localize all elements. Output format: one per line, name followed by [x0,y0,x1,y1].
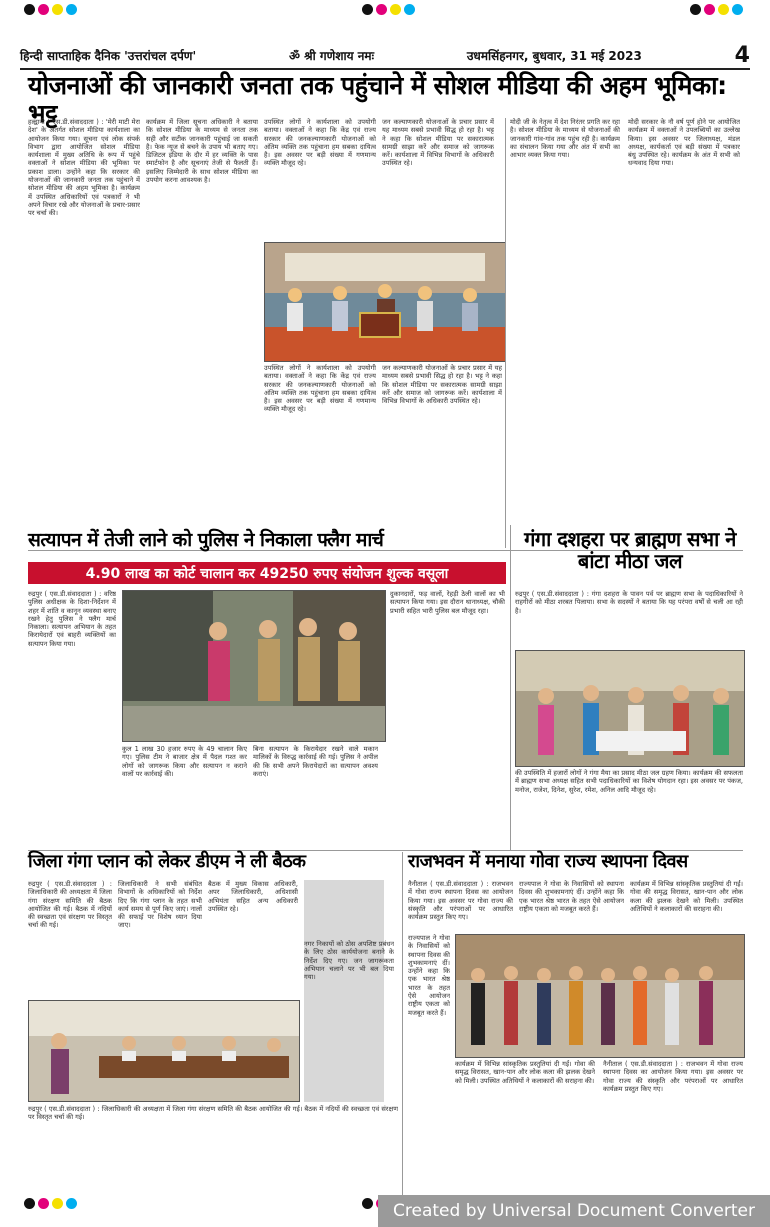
main-col-2: कार्यक्रम में जिला सूचना अधिकारी ने बताया कि सोशल मीडिया के माध्यम से जनता तक सही और सटीक जानकारी पहुंचाई जा सकती है। फेक न्यूज से बचने के उपाय भी बताए गए। डिजिटल इंडिया के दौर में हर व्यक्ति के पास स्मार्टफोन है और सूचनाएं तेजी से फैलती हैं। इसलिए जिम्मेदारी के साथ सोशल मीडिया का उपयोग करना आवश्यक है। [146,118,258,185]
ganga-divider [510,525,511,850]
main-col-5: मोदी जी के नेतृत्व में देश निरंतर प्रगति कर रहा है। सोशल मीडिया के माध्यम से योजनाओं की जानकारी गांव-गांव तक पहुंच रही है। कार्यक्रम का संचालन किया गया और अंत में सभी का आभार व्यक्त किया गया। [510,118,620,160]
main-col-4-continued: जन कल्याणकारी योजनाओं के प्रचार प्रसार में यह माध्यम सबसे प्रभावी सिद्ध हो रहा है। भट्ट ने कहा कि सोशल मीडिया पर सकारात्मक सामग्री साझा करें और समाज को जागरूक करें। कार्यशाला में विभिन्न विभागों के अधिकारी उपस्थित रहे। [382,364,502,406]
dateline: उधमसिंहनगर, बुधवार, 31 मई 2023 [466,48,642,63]
dm-col-1-continued: रुद्रपुर ( एस.डी.संवाददाता ) : जिलाधिकारी की अध्यक्षता में जिला गंगा संरक्षण समिति की बैठक आयोजित की गई। बैठक में नदियों की स्वच्छता एवं संरक्षण पर विस्तृत चर्चा की गई। [28,1105,398,1122]
goa-col-1: नैनीताल ( एस.डी.संवाददाता ) : राजभवन में गोवा राज्य स्थापना दिवस का आयोजन किया गया। इस अवसर पर गोवा राज्य की संस्कृति और परंपराओं पर आधारित कार्यक्रम प्रस्तुत किए गए। [408,880,513,922]
flag-march-col-4: दुकानदारों, फड़ वालों, रेहड़ी ठेली वालों का भी सत्यापन किया गया। इस दौरान थानाध्यक्ष, चौकी प्रभारी सहित भारी पुलिस बल मौजूद रहा। [390,590,505,615]
column-divider [505,118,506,548]
flag-march-subhead: 4.90 लाख का कोर्ट चालान कर 49250 रुपए संयोजन शुल्क वसूला [28,562,506,584]
main-col-1: हल्द्वानी ( एस.डी.संवाददाता ) : 'मेरी माटी मेरा देश' के अंतर्गत सोशल मीडिया कार्यशाला का आयोजन किया गया। सूचना एवं लोक संपर्क विभाग द्वारा आयोजित सोशल मीडिया कार्यशाला में मुख्य अतिथि के रूप में पहुंचे वक्ताओं ने सोशल मीडिया की भूमिका पर प्रकाश डाला। उन्होंने कहा कि सरकार की योजनाओं की जानकारी जनता तक पहुंचाने में सोशल मीडिया की अहम भूमिका है। कार्यक्रम में उपस्थित अधिकारियों एवं पत्रकारों ने भी अपने विचार रखे और योजनाओं के प्रचार-प्रसार पर चर्चा की। [28,118,140,218]
ganga-headline: गंगा दशहरा पर ब्राह्मण सभा ने बांटा मीठा जल [524,527,736,573]
flag-march-headline: सत्यापन में तेजी लाने को पुलिस ने निकाला फ्लैग मार्च [28,529,384,551]
goa-col-3-continued: नैनीताल ( एस.डी.संवाददाता ) : राजभवन में गोवा राज्य स्थापना दिवस का आयोजन किया गया। इस अवसर पर गोवा राज्य की संस्कृति और परंपराओं पर आधारित कार्यक्रम प्रस्तुत किए गए। [603,1060,743,1093]
registration-dots-center [362,4,415,15]
dm-col-2: जिलाधिकारी ने सभी संबंधित विभागों के अधिकारियों को निर्देश दिए कि गंगा प्लान के तहत सभी कार्य समय से पूर्ण किए जाएं। नालों की सफाई पर विशेष ध्यान दिया जाए। [118,880,202,930]
main-event-photo [264,242,506,362]
ganga-body-2: की उपस्थिति में हजारों लोगों ने गंगा मैया का प्रसाद मीठा जल ग्रहण किया। कार्यक्रम की सफलता में ब्राह्मण सभा अध्यक्ष सहित सभी पदाधिकारियों का विशेष योगदान रहा। इस अवसर पर पंकज, मनोज, राजेश, दिनेश, सुरेश, रमेश, अनिल आदि मौजूद रहे। [515,769,743,794]
flag-march-col-2: कुल 1 लाख 30 हजार रुपए के 49 चालान किए गए। पुलिस टीम ने बाजार क्षेत्र में पैदल गश्त कर लोगों को जागरूक किया और सत्यापन न कराने वालों पर कार्रवाई की। [122,745,247,778]
registration-dots-bottom-left [24,1198,77,1209]
registration-dots-left [24,4,77,15]
converter-watermark-banner: Created by Universal Document Converter [378,1195,770,1227]
masthead-rule [20,68,750,70]
ganga-body-1: रुद्रपुर ( एस.डी.संवाददाता ) : गंगा दशहरा के पावन पर्व पर ब्राह्मण सभा के पदाधिकारियों ने राहगीरों को मीठा शरबत पिलाया। सभा के सदस्यों ने बताया कि यह परंपरा वर्षों से चली आ रही है। [515,590,743,615]
main-col-3-continued: उपस्थित लोगों ने कार्यशाला को उपयोगी बताया। वक्ताओं ने कहा कि केंद्र एवं राज्य सरकार की जनकल्याणकारी योजनाओं को अंतिम व्यक्ति तक पहुंचाना हम सबका दायित्व है। इस अवसर पर बड़ी संख्या में गणमान्य व्यक्ति मौजूद रहे। [264,364,376,414]
main-col-3: उपस्थित लोगों ने कार्यशाला को उपयोगी बताया। वक्ताओं ने कहा कि केंद्र एवं राज्य सरकार की जनकल्याणकारी योजनाओं को अंतिम व्यक्ति तक पहुंचाना हम सबका दायित्व है। इस अवसर पर बड़ी संख्या में गणमान्य व्यक्ति मौजूद रहे। [264,118,376,168]
flag-march-col-1: रुद्रपुर ( एस.डी.संवाददाता ) : वरिष्ठ पुलिस अधीक्षक के दिशा-निर्देशन में शहर में शांति व कानून व्यवस्था बनाए रखने हेतु पुलिस ने फ्लैग मार्च निकाला। सत्यापन अभियान के तहत किरायेदारों एवं बाहरी व्यक्तियों का सत्यापन किया गया। [28,590,116,648]
dm-col-3: बैठक में मुख्य विकास अधिकारी, अपर जिलाधिकारी, अधिशासी अभियंता सहित अन्य अधिकारी उपस्थित रहे। [208,880,298,913]
main-headline: योजनाओं की जानकारी जनता तक पहुंचाने में सोशल मीडिया की अहम भूमिका: भट्ट [28,71,727,128]
invocation: ॐ श्री गणेशाय नमः [289,48,375,63]
goa-col-3: कार्यक्रम में विभिन्न सांस्कृतिक प्रस्तुतियां दी गईं। गोवा की समृद्ध विरासत, खान-पान और लोक कला की झलक देखने को मिली। उपस्थित अतिथियों ने कलाकारों की सराहना की। [630,880,743,913]
goa-headline: राजभवन में मनाया गोवा राज्य स्थापना दिवस [408,851,688,872]
goa-group-photo [455,934,745,1058]
dm-goa-divider [402,852,403,1197]
main-col-6: मोदी सरकार के नौ वर्ष पूर्ण होने पर आयोजित कार्यक्रम में वक्ताओं ने उपलब्धियों का उल्लेख किया। इस अवसर पर जिलाध्यक्ष, मंडल अध्यक्ष, कार्यकर्ता एवं बड़ी संख्या में पत्रकार बंधु उपस्थित रहे। कार्यक्रम के अंत में सभी को धन्यवाद दिया गया। [628,118,740,168]
flag-march-photo [122,590,386,742]
dm-meeting-photo [28,1000,300,1102]
goa-col-1-continued: राज्यपाल ने गोवा के निवासियों को स्थापना दिवस की शुभकामनाएं दीं। उन्होंने कहा कि एक भारत श्रेष्ठ भारत के तहत ऐसे आयोजन राष्ट्रीय एकता को मजबूत करते हैं। [408,934,450,1017]
dm-headline: जिला गंगा प्लान को लेकर डीएम ने ली बैठक [28,851,306,872]
goa-col-2-continued: कार्यक्रम में विभिन्न सांस्कृतिक प्रस्तुतियां दी गईं। गोवा की समृद्ध विरासत, खान-पान और लोक कला की झलक देखने को मिली। उपस्थित अतिथियों ने कलाकारों की सराहना की। [455,1060,595,1085]
page-number: 4 [734,42,750,68]
goa-col-2: राज्यपाल ने गोवा के निवासियों को स्थापना दिवस की शुभकामनाएं दीं। उन्होंने कहा कि एक भारत श्रेष्ठ भारत के तहत ऐसे आयोजन राष्ट्रीय एकता को मजबूत करते हैं। [519,880,624,913]
dm-col-1: रुद्रपुर ( एस.डी.संवाददाता ) : जिलाधिकारी की अध्यक्षता में जिला गंगा संरक्षण समिति की बैठक आयोजित की गई। बैठक में नदियों की स्वच्छता एवं संरक्षण पर विस्तृत चर्चा की गई। [28,880,112,930]
paper-name: हिन्दी साप्ताहिक दैनिक 'उत्तरांचल दर्पण' [20,48,197,63]
flag-march-col-3: बिना सत्यापन के किरायेदार रखने वाले मकान मालिकों के विरुद्ध कार्रवाई की गई। पुलिस ने अपील की कि सभी अपने किरायेदारों का सत्यापन अवश्य कराएं। [253,745,378,778]
main-col-4: जन कल्याणकारी योजनाओं के प्रचार प्रसार में यह माध्यम सबसे प्रभावी सिद्ध हो रहा है। भट्ट ने कहा कि सोशल मीडिया पर सकारात्मक सामग्री साझा करें और समाज को जागरूक करें। कार्यशाला में विभिन्न विभागों के अधिकारी उपस्थित रहे। [382,118,494,168]
registration-dots-right [690,4,743,15]
masthead [20,44,750,66]
ganga-photo [515,650,745,767]
dm-col-4: नगर निकायों को ठोस अपशिष्ट प्रबंधन के लिए ठोस कार्ययोजना बनाने के निर्देश दिए गए। जन जागरूकता अभियान चलाने पर भी बल दिया गया। [304,940,394,982]
